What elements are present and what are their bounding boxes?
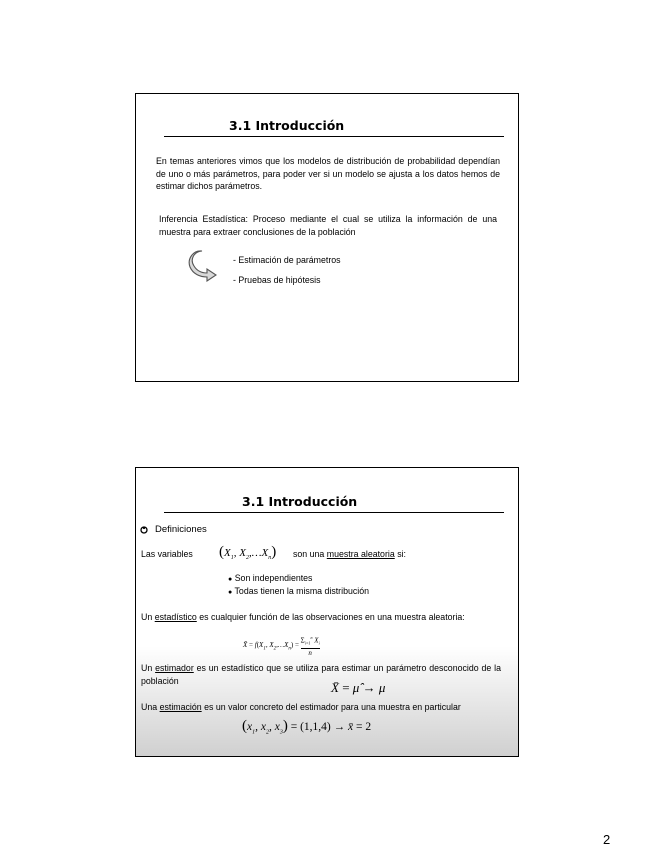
estimate-text: es un valor concreto del estimador para una muestra en particular <box>204 702 461 712</box>
estimate-definition <box>141 701 501 714</box>
statistic-formula: X̄ = $f(X_1$, $X_2,\dots X_n$) = $\frac{\Sigma_{i=1}^n X_i}{n}$ <box>243 635 320 657</box>
slide-title: 3.1 Introducción <box>229 118 345 133</box>
estimator-text: es un estadístico que se utiliza para estimar un parámetro desconocido de la población <box>141 663 501 686</box>
variables-prefix: Las variables <box>141 549 193 559</box>
circle-bullet-icon <box>140 526 148 534</box>
estimator-formula: X̄ = μ̂ → μ <box>331 680 386 695</box>
statistic-prefix: Un <box>141 612 153 622</box>
bullet-hypothesis-tests: - Pruebas de hipótesis <box>233 275 321 285</box>
condition-text: Son independientes <box>234 573 313 583</box>
estimate-term: estimación <box>159 702 202 712</box>
condition-text: Todas tienen la misma distribución <box>234 586 369 596</box>
estimator-prefix: Un <box>141 663 153 673</box>
intro-paragraph: En temas anteriores vimos que los modelos de distribución de probabilidad dependían de uno o más parámetros, para poder ver si un modelo se ajusta a los datos hemos de estimar dichos parámetros. <box>156 156 500 191</box>
slide-1 <box>135 93 519 382</box>
sample-sentence <box>293 548 406 561</box>
statistic-term: estadístico <box>154 612 197 622</box>
statistic-definition <box>141 611 501 624</box>
estimate-prefix: Una <box>141 702 158 712</box>
bullet-estimation: - Estimación de parámetros <box>233 255 341 265</box>
estimate-formula: ($x_1$, $x_2$, $x_3) = (1,1,4)$ → x̄ = 2 <box>242 718 372 736</box>
statistic-text: es cualquier función de las observaciones en una muestra aleatoria: <box>199 612 465 622</box>
title-underline <box>164 512 504 513</box>
variables-end: si: <box>397 549 406 559</box>
dot-bullet-icon: ● <box>228 589 233 596</box>
sample-variables-formula: ($X_1$, $X_2,\dots X_n$) <box>219 544 277 562</box>
slide-2 <box>135 467 519 757</box>
curved-arrow-icon <box>188 248 218 282</box>
title-underline <box>164 136 504 137</box>
random-sample-term: muestra aleatoria <box>326 549 395 559</box>
estimator-term: estimador <box>155 663 194 673</box>
condition-same-distribution <box>228 585 369 600</box>
slide-title: 3.1 Introducción <box>242 494 358 509</box>
page-number: 2 <box>603 832 611 847</box>
dot-bullet-icon: ● <box>228 576 233 583</box>
variables-suffix: son una <box>293 549 325 559</box>
inference-definition: Inferencia Estadística: Proceso mediante el cual se utiliza la información de una muestra para extraer conclusiones de la población <box>159 214 497 237</box>
estimator-definition <box>141 662 501 687</box>
section-label: Definiciones <box>155 524 207 535</box>
